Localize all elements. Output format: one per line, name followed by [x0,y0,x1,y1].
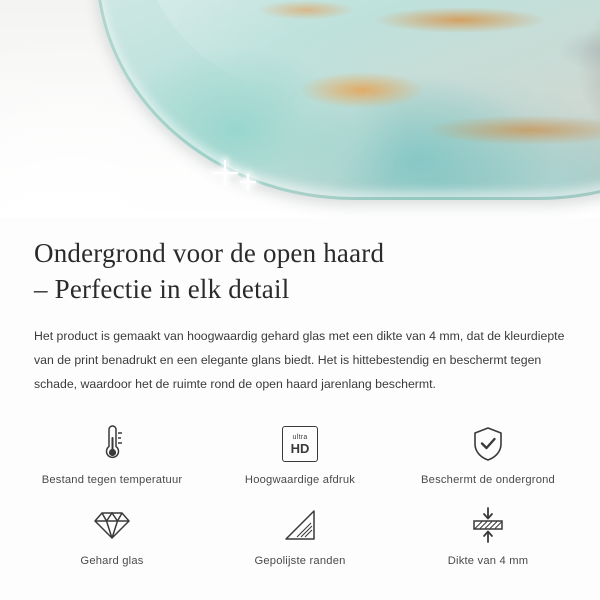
feature-polished-edges [207,504,393,567]
content-block [0,218,600,397]
feature-label: Bestand tegen temperatuur [41,474,183,487]
feature-row-1 [18,423,582,486]
polished-edge-icon [282,504,318,546]
ultra-hd-icon [282,423,318,465]
ultra-hd-bottom-text: HD [290,440,310,456]
feature-list [0,423,600,567]
glass-disc [96,0,600,200]
description-paragraph: Het product is gemaakt van hoogwaardig gehard glas met een dikte van 4 mm, dat de kleurdiepte van de print benadrukt en een elegante glans biedt. Het is hittebestendig en beschermt tegen schade, waardoor het de ruimte rond de open haard jarenlang beschermt. [34,329,565,392]
feature-label: Beschermt de ondergrond [421,474,555,487]
feature-surface-protection [395,423,581,486]
diamond-icon [93,504,131,546]
headline-line-1: Ondergrond voor de open haard [34,238,385,268]
page-title [34,236,566,307]
shield-check-icon [470,423,506,465]
feature-print-quality [207,423,393,486]
headline-line-2: – Perfectie in elk detail [34,273,290,304]
feature-label: Hoogwaardige afdruk [244,474,356,487]
feature-thickness [395,504,581,567]
feature-label: Gehard glas [80,555,144,568]
feature-tempered-glass [19,504,205,567]
feature-temperature [19,423,205,486]
thickness-icon [466,504,510,546]
ultra-hd-top-text: ultra [292,433,308,441]
hero-image [0,0,600,218]
feature-row-2 [18,504,582,567]
thermometer-icon [95,423,129,465]
feature-label: Gepolijste randen [254,555,346,568]
feature-label: Dikte van 4 mm [447,555,529,568]
